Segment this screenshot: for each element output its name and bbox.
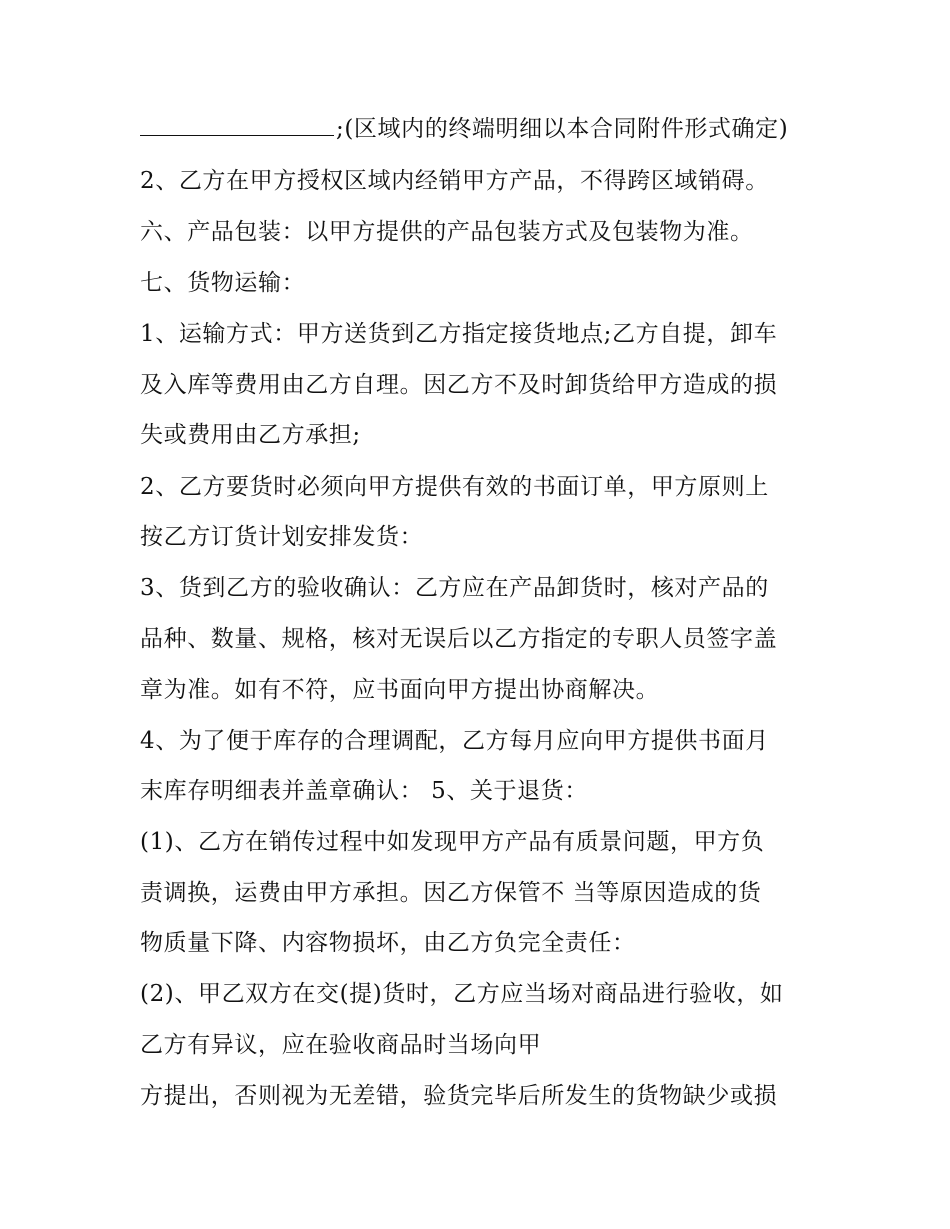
text-line-17: 物质量下降、内容物损坏，由乙方负完全责任： bbox=[140, 930, 636, 956]
text-line-18: (2)、甲乙双方在交(提)货时，乙方应当场对商品进行验收，如 bbox=[140, 981, 784, 1007]
text-line-4: 七、货物运输： bbox=[140, 270, 306, 296]
text-line-14: 末库存明细表并盖章确认： 5、关于退货： bbox=[140, 778, 588, 804]
text-line-10: 3、货到乙方的验收确认：乙方应在产品卸货时，核对产品的 bbox=[140, 575, 769, 601]
text-line-5: 1、运输方式：甲方送货到乙方指定接货地点;乙方自提，卸车 bbox=[140, 321, 778, 347]
text-line-19: 乙方有异议，应在验收商品时当场向甲 bbox=[140, 1032, 542, 1058]
text-line-7: 失或费用由乙方承担; bbox=[140, 422, 361, 448]
line-1-text: ;(区域内的终端明细以本合同附件形式确定) bbox=[336, 116, 789, 142]
text-line-1 bbox=[140, 114, 840, 144]
text-line-15: (1)、乙方在销传过程中如发现甲方产品有质景问题，甲方负 bbox=[140, 829, 765, 855]
text-line-8: 2、乙方要货时必须向甲方提供有效的书面订单，甲方原则上 bbox=[140, 474, 769, 500]
text-line-13: 4、为了便于库存的合理调配，乙方每月应向甲方提供书面月 bbox=[140, 728, 769, 754]
fill-in-blank bbox=[140, 115, 334, 136]
text-line-16: 责调换，运费由甲方承担。因乙方保管不 当等原因造成的货 bbox=[140, 880, 762, 906]
text-line-11: 品种、数量、规格，核对无误后以乙方指定的专职人员签字盖 bbox=[140, 626, 778, 652]
text-line-20: 方提出，否则视为无差错，验货完毕后所发生的货物缺少或损 bbox=[140, 1083, 778, 1109]
text-line-12: 章为准。如有不符，应书面向甲方提出协商解决。 bbox=[140, 677, 660, 703]
text-line-6: 及入库等费用由乙方自理。因乙方不及时卸货给甲方造成的损 bbox=[140, 372, 778, 398]
text-line-3: 六、产品包装：以甲方提供的产品包装方式及包装物为准。 bbox=[140, 219, 754, 245]
text-line-9: 按乙方订货计划安排发货： bbox=[140, 524, 424, 550]
text-line-2: 2、乙方在甲方授权区域内经销甲方产品，不得跨区域销碍。 bbox=[140, 168, 769, 194]
